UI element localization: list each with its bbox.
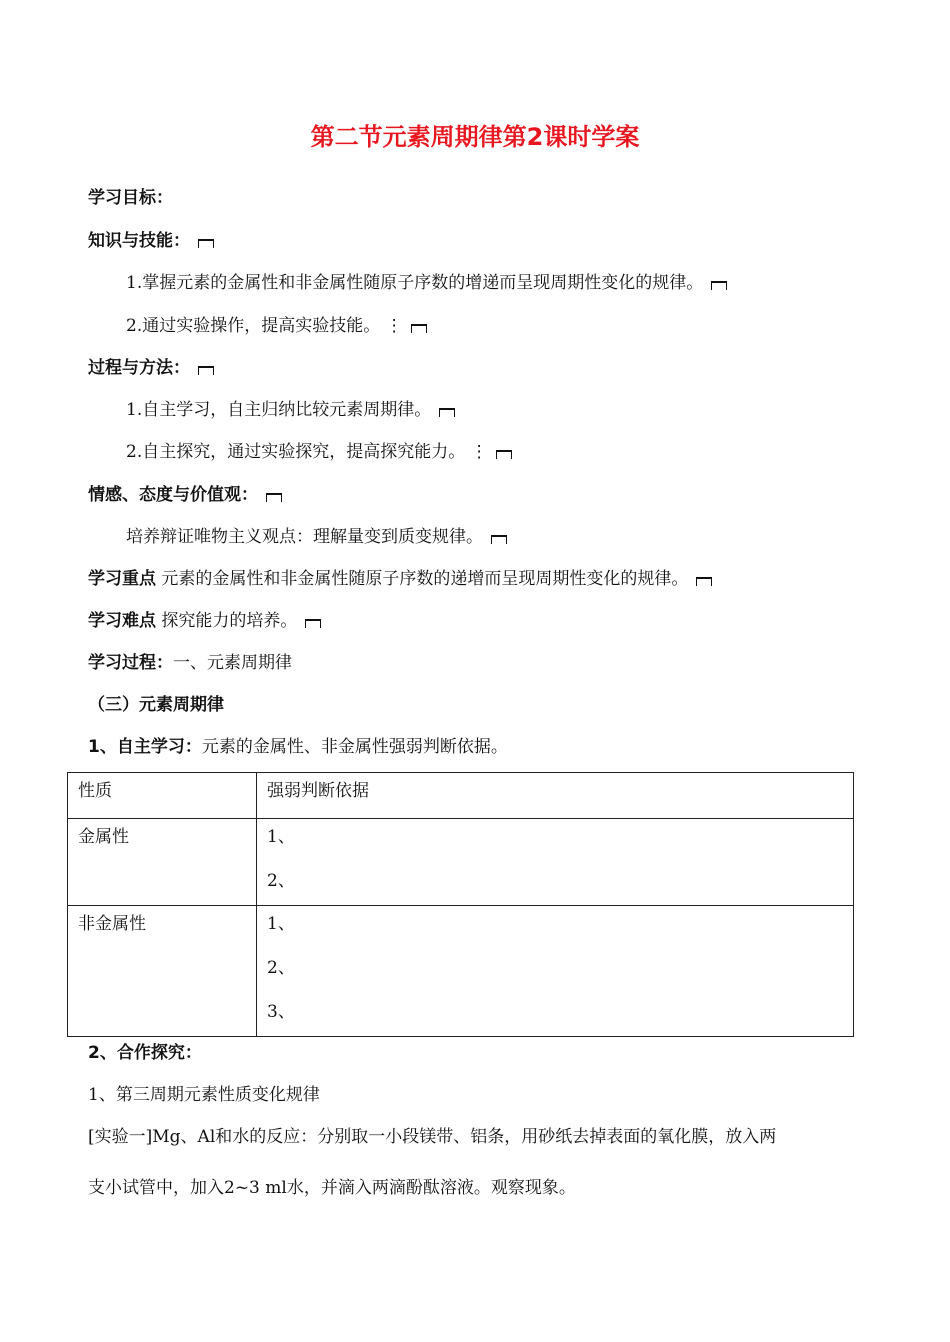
table-cell-item: 2、 xyxy=(267,871,295,891)
paragraph-mark-icon xyxy=(198,239,214,248)
knowledge-heading: 知识与技能： xyxy=(88,231,190,251)
table-header-row xyxy=(68,773,854,819)
table-cell-items xyxy=(257,819,854,906)
process-item-1 xyxy=(126,398,455,422)
paragraph-mark-icon xyxy=(198,366,214,375)
process-item-text: 1.自主学习，自主归纳比较元素周期律。 xyxy=(126,400,432,420)
paragraph-mark-icon xyxy=(696,577,712,586)
self-study-text: 元素的金属性、非金属性强弱判断依据。 xyxy=(201,737,508,757)
page-title: 第二节元素周期律第2课时学案 xyxy=(310,123,640,151)
table-header-cell: 性质 xyxy=(68,773,257,819)
table-cell-item: 1、 xyxy=(267,914,295,934)
paragraph-mark-icon xyxy=(411,324,427,333)
key-point-label: 学习重点 xyxy=(88,569,156,589)
section-heading: （三）元素周期律 xyxy=(88,695,224,715)
knowledge-heading-row xyxy=(88,229,214,253)
self-study-row xyxy=(88,735,508,759)
process-item-text: 2.自主探究，通过实验探究，提高探究能力。 ⋮ xyxy=(126,442,488,462)
difficulty-text: 探究能力的培养。 xyxy=(161,611,298,631)
table-cell-items xyxy=(257,906,854,1037)
process-heading-row xyxy=(88,356,214,380)
knowledge-item-1 xyxy=(126,271,727,295)
table-cell-property: 非金属性 xyxy=(68,906,257,1037)
table-cell-property: 金属性 xyxy=(68,819,257,906)
key-point-text: 元素的金属性和非金属性随原子序数的递增而呈现周期性变化的规律。 xyxy=(161,569,689,589)
emotion-heading-row xyxy=(88,483,282,507)
coop-heading: 2、合作探究： xyxy=(88,1043,202,1063)
knowledge-item-2 xyxy=(126,314,427,338)
emotion-text: 培养辩证唯物主义观点：理解量变到质变规律。 xyxy=(126,527,483,547)
difficulty-label: 学习难点 xyxy=(88,611,156,631)
process-heading: 过程与方法： xyxy=(88,358,190,378)
paragraph-mark-icon xyxy=(266,493,282,502)
table-cell-item: 2、 xyxy=(267,958,295,978)
paragraph-mark-icon xyxy=(305,619,321,628)
experiment-line-2: 支小试管中，加入2~3 ml水，并滴入两滴酚酞溶液。观察现象。 xyxy=(88,1178,576,1198)
knowledge-item-text: 2.通过实验操作，提高实验技能。 ⋮ xyxy=(126,316,403,336)
paragraph-mark-icon xyxy=(491,535,507,544)
knowledge-item-text: 1.掌握元素的金属性和非金属性随原子序数的增递而呈现周期性变化的规律。 xyxy=(126,273,704,293)
paragraph-mark-icon xyxy=(439,408,455,417)
learning-process-label: 学习过程： xyxy=(88,653,173,673)
criteria-table xyxy=(67,772,854,1037)
paragraph-mark-icon xyxy=(496,450,512,459)
table-cell-item: 1、 xyxy=(267,827,295,847)
paragraph-mark-icon xyxy=(711,281,727,290)
key-point-row xyxy=(88,567,712,591)
table-cell-item: 3、 xyxy=(267,1002,295,1022)
objectives-heading: 学习目标： xyxy=(88,188,173,208)
difficulty-row xyxy=(88,609,321,633)
learning-process-row xyxy=(88,651,292,675)
table-header-cell: 强弱判断依据 xyxy=(257,773,854,819)
table-row xyxy=(68,819,854,906)
period3-heading: 1、第三周期元素性质变化规律 xyxy=(88,1085,320,1105)
table-row xyxy=(68,906,854,1037)
learning-process-text: 一、元素周期律 xyxy=(173,653,292,673)
self-study-label: 1、自主学习： xyxy=(88,737,202,757)
emotion-heading: 情感、态度与价值观： xyxy=(88,485,258,505)
process-item-2 xyxy=(126,440,512,464)
experiment-line-1: [实验一]Mg、Al和水的反应：分别取一小段镁带、铝条，用砂纸去掉表面的氧化膜，放入两 xyxy=(88,1127,777,1147)
emotion-text-row xyxy=(126,525,507,549)
